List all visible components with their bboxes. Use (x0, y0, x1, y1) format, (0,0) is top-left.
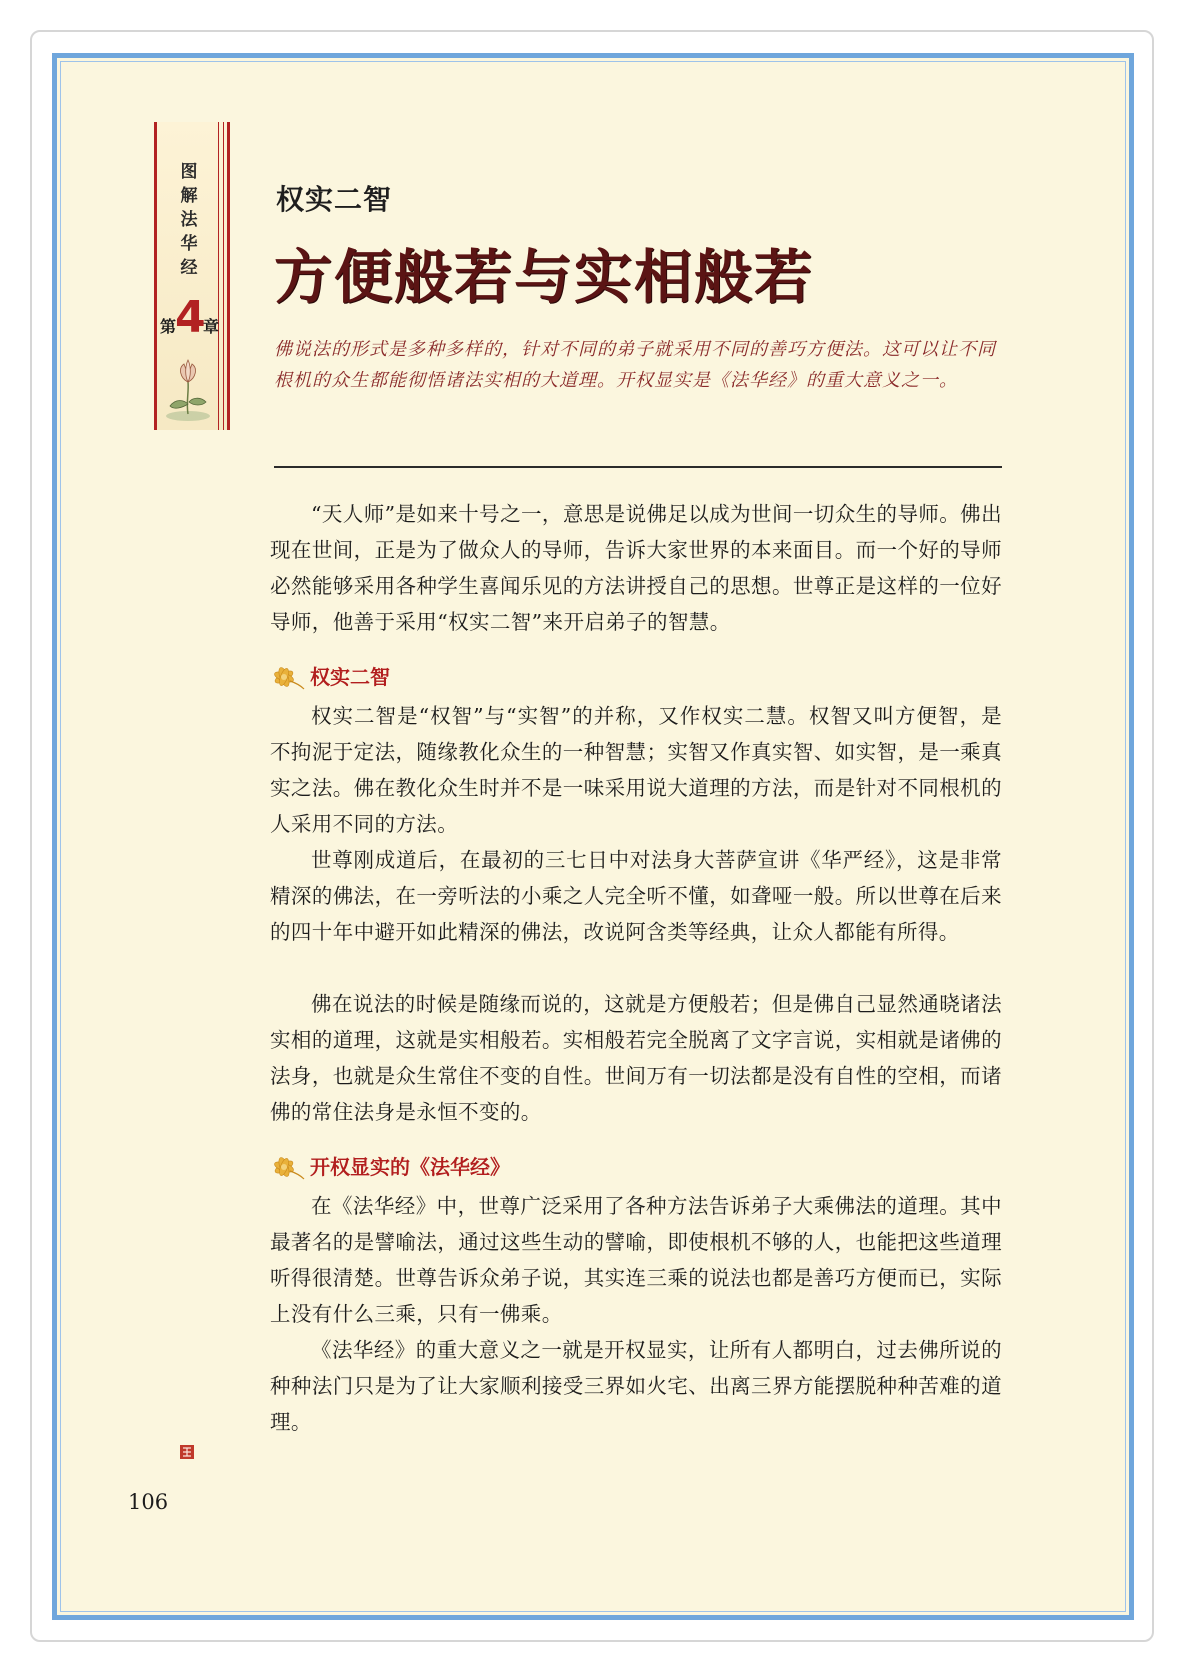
header-divider (274, 466, 1002, 468)
chapter-suffix: 章 (203, 317, 220, 336)
section-heading-1-label: 权实二智 (310, 665, 390, 689)
flower-icon (270, 663, 306, 691)
seal-icon (179, 1444, 195, 1460)
chapter-tab-stripe (218, 122, 224, 430)
chapter-prefix: 第 (160, 317, 177, 336)
chapter-intro: 佛说法的形式是多种多样的，针对不同的弟子就采用不同的善巧方便法。这可以让不同根机的众生都能彻悟诸法实相的大道理。开权显实是《法华经》的重大意义之一。 (274, 339, 996, 391)
body-paragraph-2: 权实二智是“权智”与“实智”的并称，又作权实二慧。权智又叫方便智，是不拘泥于定法，随缘教化众生的一种智慧；实智又作真实智、如实智，是一乘真实之法。佛在教化众生时并不是一味采用说大道理的方法，而是针对不同根机的人采用不同的方法。 (270, 704, 1002, 836)
body-paragraph-6: 《法华经》的重大意义之一就是开权显实，让所有人都明白，过去佛所说的种种法门只是为了让大家顺利接受三界如火宅、出离三界方能摆脱种种苦难的道理。 (270, 1338, 1002, 1434)
section-subtitle: 权实二智 (276, 183, 393, 216)
book-title: 图解法华经 (180, 162, 198, 278)
body-paragraph-5: 在《法华经》中，世尊广泛采用了各种方法告诉弟子大乘佛法的道理。其中最著名的是譬喻法，通过这些生动的譬喻，即使根机不够的人，也能把这些道理听得很清楚。世尊告诉众弟子说，其实连三乘的说法也都是善巧方便而已，实际上没有什么三乘，只有一佛乘。 (270, 1194, 1002, 1326)
chapter-number-value: 4 (175, 292, 206, 343)
flower-icon (270, 1153, 306, 1181)
chapter-tab (154, 122, 234, 430)
body-paragraph-3: 世尊刚成道后，在最初的三七日中对法身大菩萨宣讲《华严经》，这是非常精深的佛法，在一旁听法的小乘之人完全听不懂，如聋哑一般。所以世尊在后来的四十年中避开如此精深的佛法，改说阿含类等经典，让众人都能有所得。 (270, 848, 1002, 944)
body-paragraph-4: 佛在说法的时候是随缘而说的，这就是方便般若；但是佛自己显然通晓诸法实相的道理，这就是实相般若。实相般若完全脱离了文字言说，实相就是诸佛的法身，也就是众生常住不变的自性。世间万有一切法都是没有自性的空相，而诸佛的常住法身是永恒不变的。 (270, 992, 1002, 1124)
page-title: 方便般若与实相般若 (274, 243, 815, 311)
body-paragraph-1: “天人师”是如来十号之一，意思是说佛足以成为世间一切众生的导师。佛出现在世间，正是为了做众人的导师，告诉大家世界的本来面目。而一个好的导师必然能够采用各种学生喜闻乐见的方法讲授自己的思想。世尊正是这样的一位好导师，他善于采用“权实二智”来开启弟子的智慧。 (270, 502, 1002, 634)
lotus-icon (162, 358, 214, 424)
page-number: 106 (128, 1490, 169, 1514)
section-heading-2-label: 开权显实的《法华经》 (310, 1155, 510, 1179)
chapter-number (160, 292, 220, 343)
